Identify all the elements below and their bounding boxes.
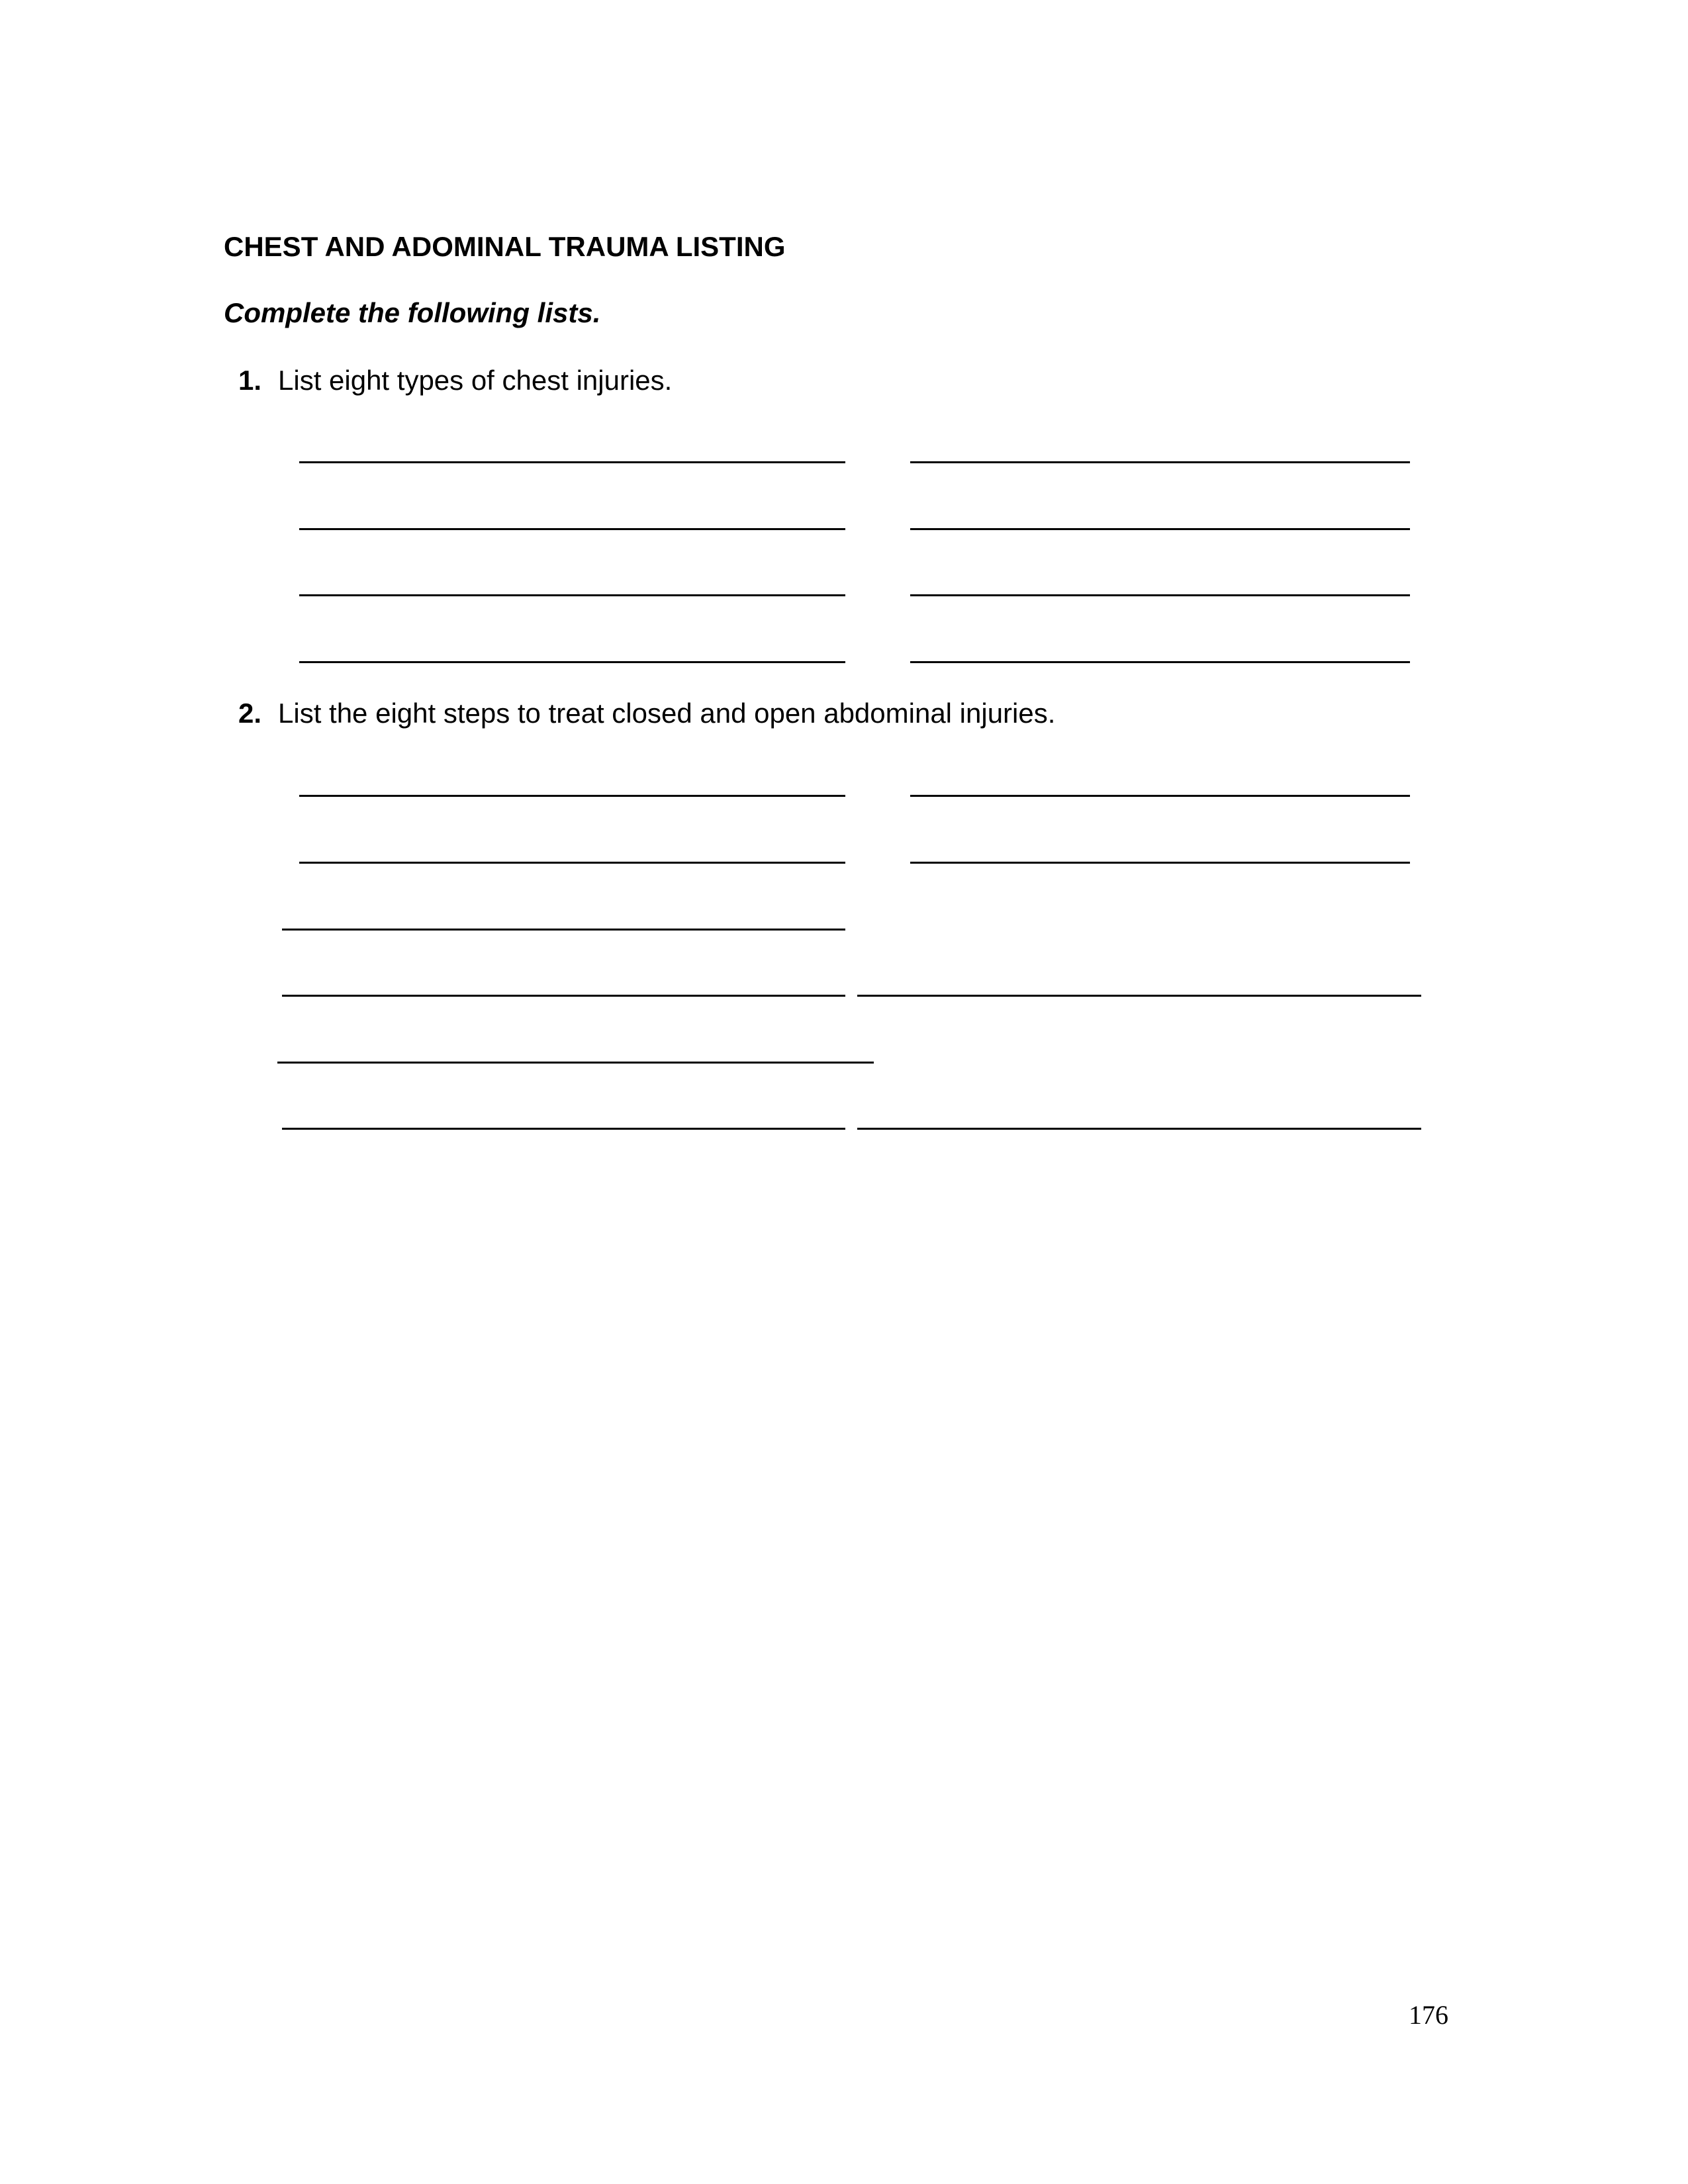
question-1: [238, 367, 672, 394]
question-2-text: List the eight steps to treat closed and open abdominal injuries.: [278, 698, 1056, 729]
answer-line-q2-1-right[interactable]: [910, 795, 1410, 797]
instructions: Complete the following lists.: [224, 297, 601, 328]
answer-line-q2-1-left[interactable]: [299, 795, 845, 797]
answer-line-q2-2-right[interactable]: [910, 862, 1410, 864]
page-title: CHEST AND ADOMINAL TRAUMA LISTING: [224, 231, 786, 262]
question-2-number: 2.: [238, 698, 262, 729]
answer-line-q1-4-left[interactable]: [299, 661, 845, 663]
answer-line-q1-1-right[interactable]: [910, 461, 1410, 463]
question-1-text: List eight types of chest injuries.: [278, 365, 673, 396]
answer-line-q1-2-right[interactable]: [910, 528, 1410, 530]
answer-line-q2-6-right[interactable]: [857, 1128, 1421, 1130]
answer-line-q2-4-left[interactable]: [282, 995, 845, 997]
page-number: 176: [1409, 2000, 1448, 2030]
answer-line-q1-4-right[interactable]: [910, 661, 1410, 663]
answer-line-q2-4-right[interactable]: [857, 995, 1421, 997]
answer-line-q2-3[interactable]: [282, 929, 845, 931]
answer-line-q2-5[interactable]: [277, 1062, 874, 1064]
answer-line-q2-6-left[interactable]: [282, 1128, 845, 1130]
question-2: [238, 700, 1055, 727]
answer-line-q1-3-right[interactable]: [910, 594, 1410, 596]
answer-line-q1-1-left[interactable]: [299, 461, 845, 463]
answer-line-q2-2-left[interactable]: [299, 862, 845, 864]
answer-line-q1-3-left[interactable]: [299, 594, 845, 596]
question-1-number: 1.: [238, 365, 262, 396]
answer-line-q1-2-left[interactable]: [299, 528, 845, 530]
